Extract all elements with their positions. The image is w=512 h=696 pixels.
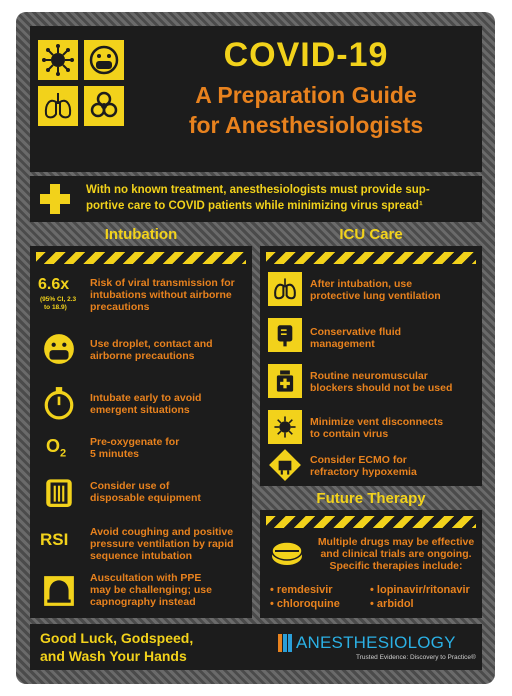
trash-can-icon: [42, 474, 76, 513]
icu-item: Routine neuromuscular blockers should not be used: [310, 370, 453, 394]
intubation-item: Risk of viral transmission for intubations without airborne precautions: [90, 277, 235, 313]
medicine-bottle-icon: [268, 364, 302, 398]
oxygen-icon: $O_2$: [46, 436, 67, 460]
intubation-title: Intubation: [104, 226, 178, 243]
logo-tagline: Trusted Evidence: Discovery to Practice®: [356, 654, 476, 661]
intubation-item: Avoid coughing and positive pressure ventilation by rapid sequence intubation: [90, 526, 234, 562]
intubation-panel: [30, 246, 252, 618]
stat-ci-line2: to 18.9): [44, 304, 67, 311]
future-text: Multiple drugs may be effective and clinical trials are ongoing. Specific therapies include:: [317, 536, 475, 572]
logo-mark-icon: [278, 634, 292, 652]
icu-panel: [260, 246, 482, 486]
icu-title: ICU Care: [339, 226, 403, 243]
intro-panel: [30, 176, 482, 222]
hazard-stripe: [266, 252, 476, 264]
intubation-item: Auscultation with PPE may be challenging; use capnography instead: [90, 572, 212, 608]
footer-line1: Good Luck, Godspeed,: [40, 630, 194, 646]
stat-ci-line1: (95% CI, 2.3: [40, 296, 77, 303]
icu-item: Conservative fluid management: [310, 326, 402, 350]
future-panel: [260, 510, 482, 618]
drug-list-item: • chloroquine: [270, 598, 340, 610]
rsi-icon: RSI: [40, 530, 69, 549]
intro-line2: portive care to COVID patients while minimizing virus spread¹: [86, 200, 423, 212]
hazard-stripe: [266, 516, 476, 528]
lungs-icon: [268, 272, 302, 306]
page-subtitle-line1: A Preparation Guide: [195, 82, 417, 108]
plus-icon: [40, 184, 70, 214]
page-subtitle-line2: for Anesthesiologists: [188, 112, 424, 138]
header-panel: [30, 26, 482, 172]
pill-icon: [270, 540, 304, 573]
future-title: Future Therapy: [316, 490, 426, 507]
masked-face-icon: [84, 40, 124, 80]
footer-line2: and Wash Your Hands: [40, 648, 187, 664]
virus-icon: [38, 40, 78, 80]
page-title: COVID-19: [223, 36, 389, 74]
intro-line1: With no known treatment, anesthesiologists must provide sup-: [86, 184, 430, 196]
icu-item: Consider ECMO for refractory hypoxemia: [310, 454, 417, 478]
drug-list-item: • arbidol: [370, 598, 414, 610]
intubation-item: Use droplet, contact and airborne precautions: [90, 338, 213, 362]
stopwatch-icon: [42, 386, 76, 425]
intubation-item: Consider use of disposable equipment: [90, 480, 201, 504]
lungs-icon: [38, 86, 78, 126]
footer-panel: [30, 624, 482, 670]
intubation-item: Pre-oxygenate for 5 minutes: [90, 436, 180, 460]
journal-logo: [278, 632, 478, 666]
iv-bag-icon: [268, 318, 302, 352]
logo-wordmark: ANESTHESIOLOGY: [296, 633, 456, 652]
intubation-item: Intubate early to avoid emergent situations: [90, 392, 202, 416]
face-mask-icon: [42, 332, 76, 371]
icu-item: After intubation, use protective lung ventilation: [310, 278, 441, 302]
drug-list-item: • remdesivir: [270, 584, 333, 596]
hazard-stripe: [36, 252, 246, 264]
biohazard-icon: [84, 86, 124, 126]
poster: [16, 12, 495, 684]
stat-value: 6.6x: [38, 276, 70, 293]
ecmo-icon: [268, 448, 302, 487]
icu-item: Minimize vent disconnects to contain virus: [310, 416, 444, 440]
drug-list-item: • lopinavir/ritonavir: [370, 584, 470, 596]
auscultation-icon: [42, 574, 76, 613]
virus-icon: [268, 410, 302, 444]
